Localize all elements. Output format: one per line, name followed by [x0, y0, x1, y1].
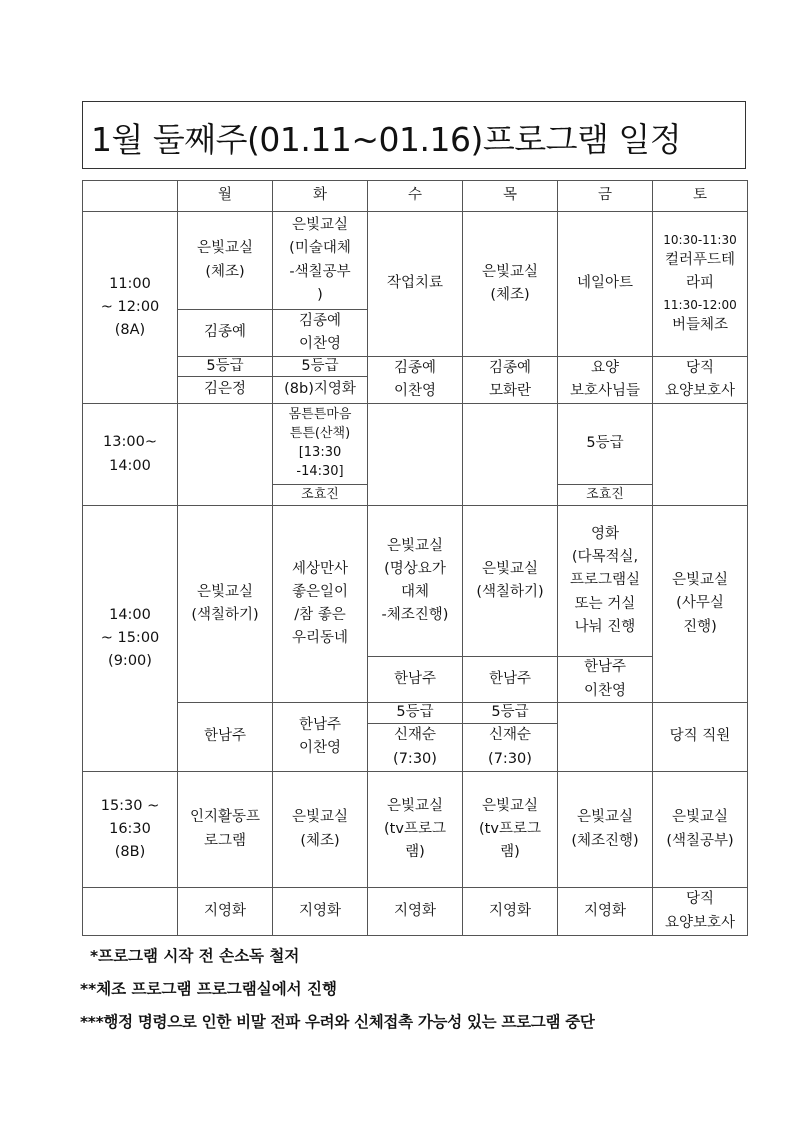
slot4-fri-program: 은빛교실 (체조진행): [557, 771, 653, 888]
slot1-thu-program: 은빛교실 (체조): [462, 211, 558, 357]
slot1-sat-program-a-time: 10:30-11:30: [663, 232, 737, 247]
time-slot-1: 11:00 ~ 12:00 (8A): [82, 211, 178, 404]
slot1-sat-program-b-time: 11:30-12:00: [663, 297, 737, 312]
slot1-fri-staff: 요양 보호사님들: [557, 356, 653, 404]
slot3-thu-grade-staff: 신재순 (7:30): [462, 723, 558, 772]
slot1-mon-grade-staff: 김은정: [177, 376, 273, 404]
header-day-fri: 금: [557, 180, 653, 212]
note-1: *프로그램 시작 전 손소독 철저: [90, 947, 300, 965]
slot1-wed-staff: 김종예 이찬영: [367, 356, 463, 404]
slot4-wed-staff: 지영화: [367, 887, 463, 936]
time-slot-2: 13:00~ 14:00: [82, 403, 178, 506]
slot1-wed-program: 작업치료: [367, 211, 463, 357]
slot3-wed-grade: 5등급: [367, 702, 463, 724]
slot3-thu-program: 은빛교실 (색칠하기): [462, 505, 558, 657]
slot4-mon-staff: 지영화: [177, 887, 273, 936]
slot1-sat-program-a: 컬러푸드테 라피: [664, 252, 736, 292]
slot3-fri-staff: 한남주 이찬영: [557, 656, 653, 703]
slot1-tue-program: 은빛교실 (미술대체 -색칠공부 ): [272, 211, 368, 310]
slot3-tue-staff: 한남주 이찬영: [272, 702, 368, 772]
slot2-sat-empty: [652, 403, 748, 506]
note-3: ***행정 명령으로 인한 비말 전파 우려와 신체접촉 가능성 있는 프로그램 중단: [80, 1013, 595, 1031]
slot4-label-empty: [82, 887, 178, 936]
slot4-tue-staff: 지영화: [272, 887, 368, 936]
slot2-tue-program: 몸튼튼마음 튼튼(산책) [13:30 -14:30]: [272, 403, 368, 485]
slot4-thu-program: 은빛교실 (tv프로그 램): [462, 771, 558, 888]
header-day-thu: 목: [462, 180, 558, 212]
slot1-tue-staff: 김종예 이찬영: [272, 309, 368, 357]
slot1-sat-program: [652, 211, 748, 357]
time-slot-4: 15:30 ~ 16:30 (8B): [82, 771, 178, 888]
slot2-thu-empty: [462, 403, 558, 506]
slot3-fri-program: 영화 (다목적실, 프로그램실 또는 거실 나눠 진행: [557, 505, 653, 657]
slot1-sat-program-b: 버들체조: [671, 317, 729, 334]
slot3-wed-program: 은빛교실 (명상요가 대체 -체조진행): [367, 505, 463, 657]
slot1-mon-staff: 김종예: [177, 309, 273, 357]
slot1-sat-staff: 당직 요양보호사: [652, 356, 748, 404]
title-box: [82, 101, 746, 169]
header-day-tue: 화: [272, 180, 368, 212]
slot4-fri-staff: 지영화: [557, 887, 653, 936]
slot2-mon-empty: [177, 403, 273, 506]
note-2: **체조 프로그램 프로그램실에서 진행: [80, 980, 337, 998]
header-day-mon: 월: [177, 180, 273, 212]
slot1-thu-staff: 김종예 모화란: [462, 356, 558, 404]
slot1-fri-program: 네일아트: [557, 211, 653, 357]
slot1-tue-grade: 5등급: [272, 356, 368, 377]
slot2-tue-staff: 조효진: [272, 484, 368, 506]
slot3-wed-staff: 한남주: [367, 656, 463, 703]
time-slot-3: 14:00 ~ 15:00 (9:00): [82, 505, 178, 772]
slot3-tue-program: 세상만사 좋은일이 /참 좋은 우리동네: [272, 505, 368, 703]
header-day-sat: 토: [652, 180, 748, 212]
header-corner: [82, 180, 178, 212]
slot4-mon-program: 인지활동프 로그램: [177, 771, 273, 888]
slot4-tue-program: 은빛교실 (체조): [272, 771, 368, 888]
slot4-wed-program: 은빛교실 (tv프로그 램): [367, 771, 463, 888]
slot3-fri-empty: [557, 702, 653, 772]
slot1-mon-program: 은빛교실 (체조): [177, 211, 273, 310]
slot3-sat-staff: 당직 직원: [652, 702, 748, 772]
slot3-sat-program: 은빛교실 (사무실 진행): [652, 505, 748, 703]
slot2-wed-empty: [367, 403, 463, 506]
slot4-thu-staff: 지영화: [462, 887, 558, 936]
page-title: 1월 둘째주(01.11~01.16)프로그램 일정: [91, 120, 682, 159]
slot3-thu-grade: 5등급: [462, 702, 558, 724]
slot1-mon-grade: 5등급: [177, 356, 273, 377]
slot4-sat-staff: 당직 요양보호사: [652, 887, 748, 936]
slot3-mon-staff: 한남주: [177, 702, 273, 772]
slot2-fri-staff: 조효진: [557, 484, 653, 506]
slot3-thu-staff: 한남주: [462, 656, 558, 703]
slot1-tue-grade-staff: (8b)지영화: [272, 376, 368, 404]
slot3-wed-grade-staff: 신재순 (7:30): [367, 723, 463, 772]
header-day-wed: 수: [367, 180, 463, 212]
slot3-mon-program: 은빛교실 (색칠하기): [177, 505, 273, 703]
slot2-fri-program: 5등급: [557, 403, 653, 485]
slot4-sat-program: 은빛교실 (색칠공부): [652, 771, 748, 888]
